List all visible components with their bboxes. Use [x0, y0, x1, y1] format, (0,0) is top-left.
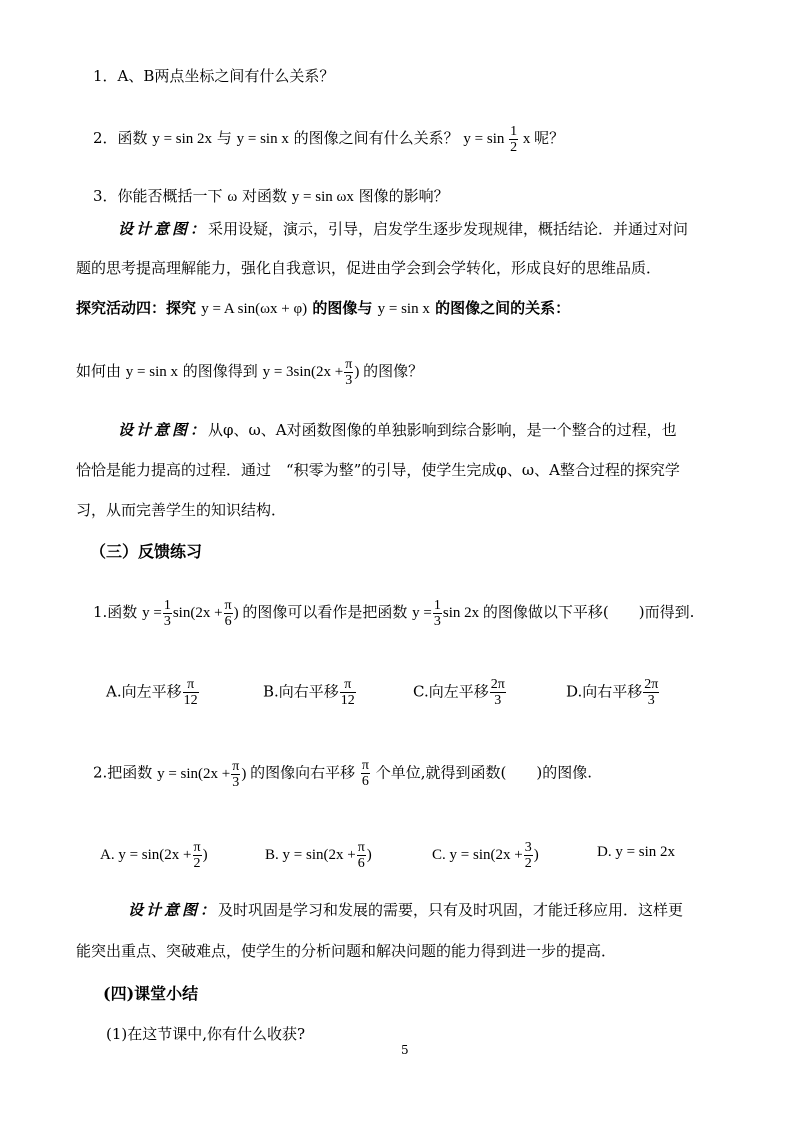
formula-sin-half-x: y = sin $\frac{1}{2}$ x — [463, 124, 531, 155]
exercise-2-option-d[interactable]: D. y = sin 2x — [597, 844, 676, 860]
fraction: $\frac{\pi}{6}$ — [357, 840, 365, 871]
formula-sin2x: y = sin 2x — [152, 130, 213, 147]
exercise-1-option-c[interactable]: C.向左平移 $\frac{2\pi}{3}$ — [413, 677, 505, 708]
formula-sin-omega-x: y = sin ωx — [291, 189, 354, 205]
design-intent-1-line1: 设计意图：采用设疑，演示，引导，启发学生逐步发现规律，概括结论．并通过对问 — [118, 220, 689, 238]
fraction: $\frac{2\pi}{3}$ — [644, 677, 659, 708]
section-feedback-practice: （三）反馈练习 — [90, 542, 203, 561]
exercise-2-option-b[interactable]: B. y = sin(2x + $\frac{\pi}{6}$ ) — [265, 840, 372, 871]
fraction: $\frac{\pi}{3}$ — [232, 758, 240, 790]
fraction: $\frac{1}{2}$ — [510, 124, 518, 155]
summary-question-1: (1)在这节课中,你有什么收获? — [106, 1025, 306, 1043]
exercise-2-option-c[interactable]: C. y = sin(2x + $\frac{3}{2}$ ) — [432, 840, 539, 871]
fraction: $\frac{\pi}{3}$ — [345, 357, 353, 388]
design-intent-1-line2: 题的思考提高理解能力，强化自我意识，促进由学会到会学转化，形成良好的思维品质． — [76, 259, 662, 277]
design-intent-3-line2: 能突出重点、突破难点，使学生的分析问题和解决问题的能力得到进一步的提高． — [76, 942, 617, 960]
design-intent-label: 设计意图： — [118, 421, 209, 439]
formula-target: y = 3sin(2x + $\frac{\pi}{3}$ ) — [262, 357, 360, 388]
formula-general-sine: y = A sin(ωx + φ) — [201, 301, 308, 317]
fraction: $\frac{\pi}{6}$ — [224, 598, 232, 629]
design-intent-label: 设计意图： — [118, 220, 209, 238]
fraction: $\frac{1}{3}$ — [163, 598, 171, 629]
fraction: $\frac{3}{2}$ — [524, 840, 532, 871]
exercise-1-option-d[interactable]: D.向右平移 $\frac{2\pi}{3}$ — [566, 677, 659, 708]
exercise-1-option-b[interactable]: B.向右平移 $\frac{\pi}{12}$ — [263, 677, 355, 708]
exercise-1-option-a[interactable]: A.向左平移 $\frac{\pi}{12}$ — [106, 677, 198, 708]
page-number: 5 — [401, 1043, 409, 1057]
design-intent-label: 设计意图： — [128, 901, 219, 919]
exercise-2-option-a[interactable]: A. y = sin(2x + $\frac{\pi}{2}$ ) — [100, 840, 208, 871]
question-2: 2．函数 y = sin 2x 与 y = sin x 的图像之间有什么关系？ y = sin $\frac{1}{2}$ x 呢？ — [93, 124, 565, 155]
fraction: $\frac{2\pi}{3}$ — [490, 677, 505, 708]
design-intent-2-line3: 习，从而完善学生的知识结构． — [76, 501, 287, 519]
formula-sinx: y = sin x — [236, 130, 289, 147]
fraction: $\frac{\pi}{2}$ — [193, 840, 201, 871]
section-class-summary: (四)课堂小结 — [103, 984, 199, 1003]
question-1: 1．A、B两点坐标之间有什么关系？ — [93, 67, 335, 85]
fraction: $\frac{\pi}{6}$ — [361, 758, 369, 789]
exercise-1: 1.函数 y = $\frac{1}{3}$ sin(2x + $\frac{\pi}{6}$ ) 的图像可以看作是把函数 y = $\frac{1}{3}$ sin 2x 的图像做以下平移( )而得到. — [93, 598, 695, 629]
design-intent-2-line2: 恰恰是能力提高的过程．通过 “积零为整”的引导，使学生完成φ、ω、A整合过程的探究学 — [76, 461, 680, 479]
design-intent-2-line1: 设计意图：从φ、ω、A对函数图像的单独影响到综合影响，是一个整合的过程，也 — [118, 421, 677, 439]
how-to-question: 如何由 y = sin x 的图像得到 y = 3sin(2x + $\frac{\pi}{3}$ ) 的图像？ — [76, 357, 424, 388]
fraction: $\frac{1}{3}$ — [433, 598, 441, 629]
exercise-2: 2.把函数 y = sin(2x + $\frac{\pi}{3}$ ) 的图像向右平移 $\frac{\pi}{6}$ 个单位,就得到函数( )的图像. — [93, 758, 592, 790]
design-intent-3-line1: 设计意图：及时巩固是学习和发展的需要，只有及时巩固，才能迁移应用．这样更 — [128, 901, 684, 919]
fraction: $\frac{\pi}{12}$ — [340, 677, 355, 708]
activity-4-heading: 探究活动四：探究 y = A sin(ωx + φ) 的图像与 y = sin x 的图像之间的关系： — [76, 299, 571, 317]
question-3: 3．你能否概括一下 ω 对函数 y = sin ωx 图像的影响？ — [93, 187, 449, 205]
fraction: $\frac{\pi}{12}$ — [183, 677, 198, 708]
